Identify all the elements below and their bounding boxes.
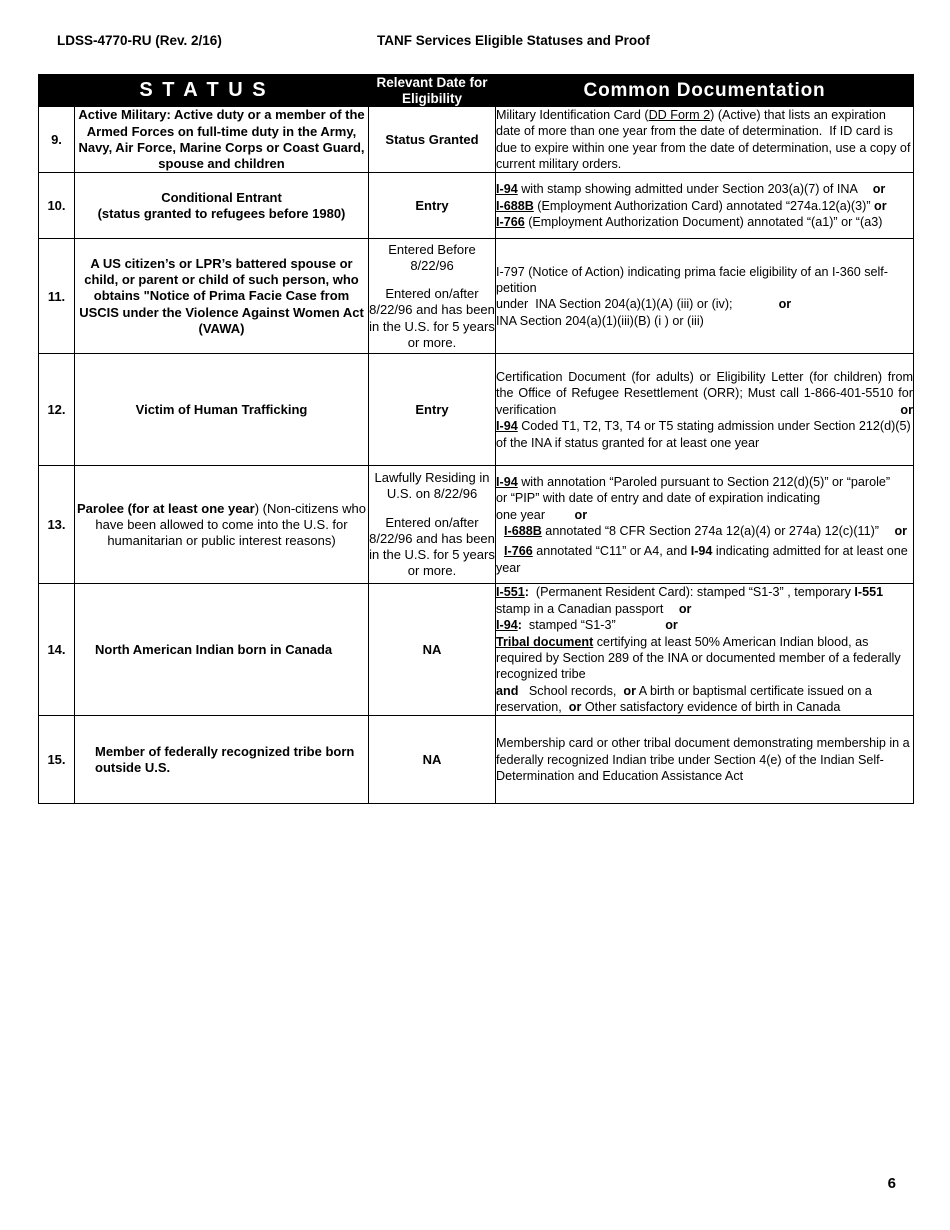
row-documentation: I-94 with annotation “Paroled pursuant to Section 212(d)(5)” or “parole” or “PIP” with date of entry and date of expiration indicating one year or I-688B annotated “8 CFR Section 274a 12(a)(4) or 274a) 12(c)(11)” or I-766 annotated “C11” or A4, and I-94 indicating admitted for at least one year xyxy=(496,466,914,584)
row-documentation: Membership card or other tribal document demonstrating membership in a federally recognized Indian tribe under Section 4(e) of the Indian Self-Determination and Education Assistance Act xyxy=(496,716,914,804)
table-row xyxy=(39,716,914,804)
page-number: 6 xyxy=(887,1175,896,1192)
row-number: 14. xyxy=(39,584,75,716)
row-number: 11. xyxy=(39,239,75,354)
row-status: Victim of Human Trafficking xyxy=(75,354,369,466)
row-documentation: I-94 with stamp showing admitted under Section 203(a)(7) of INA or I-688B (Employment Authorization Card) annotated “274a.12(a)(3)” or I-766 (Employment Authorization Document) annotated “(a1)” or “(a3) xyxy=(496,173,914,239)
table-row xyxy=(39,584,914,716)
table-row xyxy=(39,239,914,354)
row-number: 9. xyxy=(39,107,75,173)
row-relevant-date: Entered Before 8/22/96 Entered on/after 8/22/96 and has been in the U.S. for 5 years or more. xyxy=(369,239,496,354)
row-number: 12. xyxy=(39,354,75,466)
row-documentation: I-797 (Notice of Action) indicating prima facie eligibility of an I-360 self-petition under INA Section 204(a)(1)(A) (iii) or (iv); or INA Section 204(a)(1)(iii)(B) (i ) or (iii) xyxy=(496,239,914,354)
table-row xyxy=(39,466,914,584)
row-documentation: Military Identification Card (DD Form 2) (Active) that lists an expiration date of more than one year from the date of determination. If ID card is due to expire within one year from the date of determination, use a copy of current military orders. xyxy=(496,107,914,173)
row-number: 13. xyxy=(39,466,75,584)
row-relevant-date: Lawfully Residing in U.S. on 8/22/96 Entered on/after 8/22/96 and has been in the U.S. for 5 years or more. xyxy=(369,466,496,584)
document-header xyxy=(57,33,897,53)
column-header-relevant-date: Relevant Date for Eligibility xyxy=(369,75,496,107)
table-row xyxy=(39,354,914,466)
eligible-statuses-table-wrapper xyxy=(38,74,913,804)
document-title: TANF Services Eligible Statuses and Proof xyxy=(377,33,650,48)
column-header-status: S T A T U S xyxy=(39,75,369,107)
row-relevant-date: Status Granted xyxy=(369,107,496,173)
row-relevant-date: Entry xyxy=(369,354,496,466)
row-relevant-date: NA xyxy=(369,716,496,804)
row-status: North American Indian born in Canada xyxy=(75,584,369,716)
row-number: 15. xyxy=(39,716,75,804)
column-header-common-documentation: Common Documentation xyxy=(496,75,914,107)
table-row xyxy=(39,173,914,239)
row-number: 10. xyxy=(39,173,75,239)
row-relevant-date: NA xyxy=(369,584,496,716)
table-row xyxy=(39,107,914,173)
row-relevant-date: Entry xyxy=(369,173,496,239)
form-identifier: LDSS-4770-RU (Rev. 2/16) xyxy=(57,33,222,48)
row-status: Parolee (for at least one year) (Non-citizens who have been allowed to come into the U.S. for humanitarian or public interest reasons) xyxy=(75,466,369,584)
row-status: Conditional Entrant (status granted to refugees before 1980) xyxy=(75,173,369,239)
row-status: Active Military: Active duty or a member of the Armed Forces on full-time duty in the Army, Navy, Air Force, Marine Corps or Coast Guard, spouse and children xyxy=(75,107,369,173)
eligible-statuses-table xyxy=(38,74,914,804)
row-documentation: Certification Document (for adults) or Eligibility Letter (for children) from the Office of Refugee Resettlement (ORR); Must call 1-866-401-5510 for verification or I-94 Coded T1, T2, T3, T4 or T5 stating admission under Section 212(d)(5) of the INA if status granted for at least one year xyxy=(496,354,914,466)
row-status: Member of federally recognized tribe born outside U.S. xyxy=(75,716,369,804)
row-status: A US citizen’s or LPR’s battered spouse or child, or parent or child of such person, who obtains "Notice of Prima Facie Case from USCIS under the Violence Against Women Act (VAWA) xyxy=(75,239,369,354)
table-header-row xyxy=(39,75,914,107)
row-documentation: I-551: (Permanent Resident Card): stamped “S1-3” , temporary I-551 stamp in a Canadian passport or I-94: stamped “S1-3” or Tribal document certifying at least 50% American Indian blood, as required by Section 289 of the INA or documented member of a federally recognized tribe and School records, or A birth or baptismal certificate issued on a reservation, or Other satisfactory evidence of birth in Canada xyxy=(496,584,914,716)
